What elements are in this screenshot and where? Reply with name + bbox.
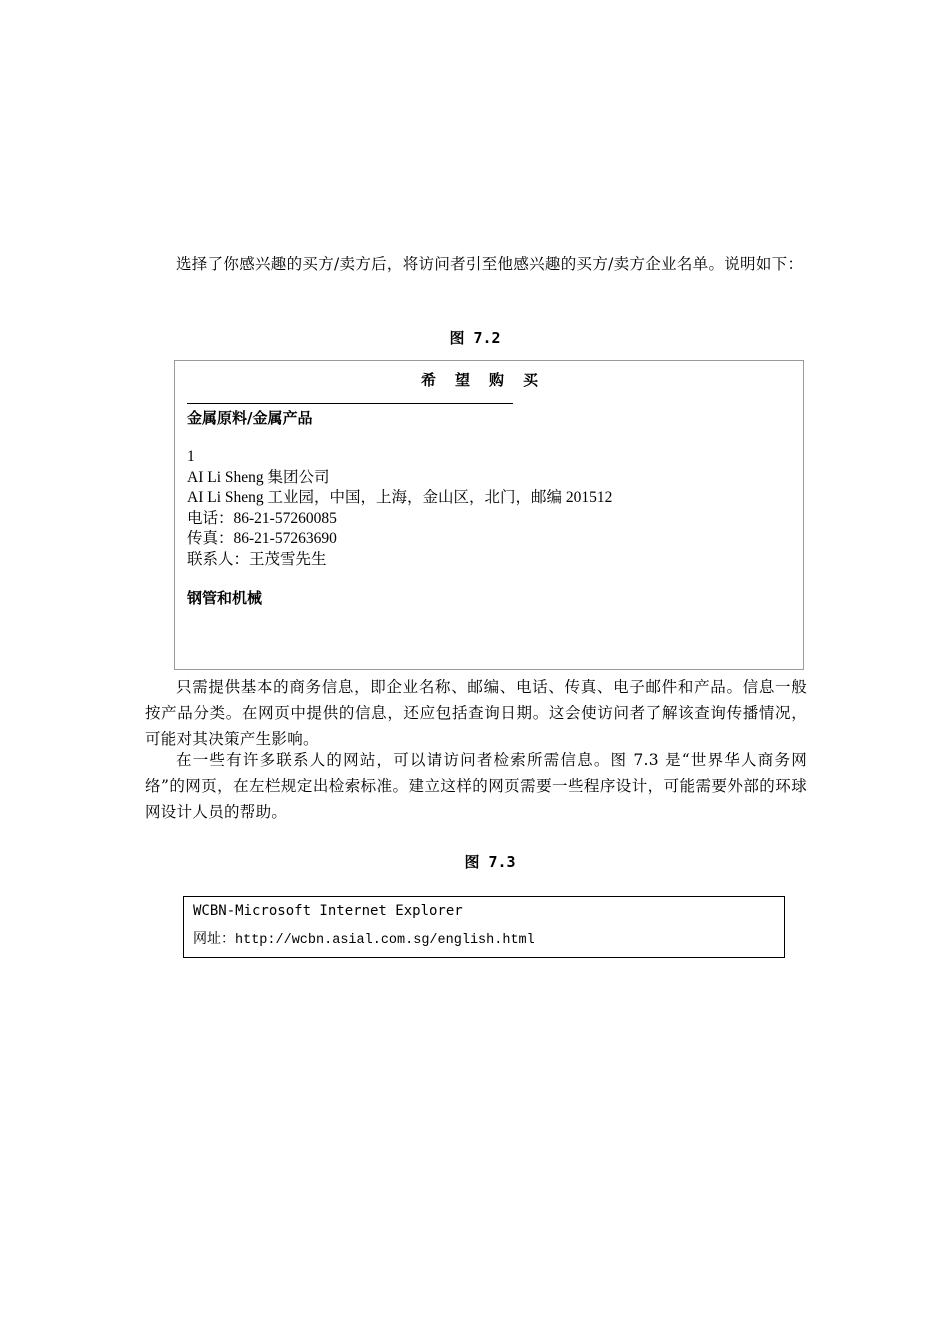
category-metal-materials: 金属原料/金属产品 xyxy=(187,409,313,427)
figure-7-3-caption: 图 7.3 xyxy=(464,853,516,871)
browser-address-line xyxy=(193,928,535,948)
title-divider xyxy=(187,403,513,404)
company-entry xyxy=(187,447,612,570)
entry-company-name: AI Li Sheng 集团公司 xyxy=(187,468,330,486)
category-steel-pipes-machinery: 钢管和机械 xyxy=(187,589,263,607)
address-label: 网址： xyxy=(193,931,235,947)
figure-7-2-box xyxy=(174,360,804,670)
entry-contact: 联系人：王茂雪先生 xyxy=(187,550,327,568)
entry-fax: 传真：86-21-57263690 xyxy=(187,530,337,547)
want-to-buy-title: 希望购买 xyxy=(420,371,557,389)
paragraph-3: 在一些有许多联系人的网站，可以请访问者检索所需信息。图 7.3 是“世界华人商务网络”的网页，在左栏规定出检索标准。建立这样的网页需要一些程序设计，可能需要外部的环球网设计人员的帮助。 xyxy=(145,751,807,821)
intro-paragraph: 选择了你感兴趣的买方/卖方后，将访问者引至他感兴趣的买方/卖方企业名单。说明如下： xyxy=(176,255,804,273)
figure-7-2-caption: 图 7.2 xyxy=(449,329,501,347)
entry-address: AI Li Sheng 工业园，中国，上海，金山区，北门，邮编 201512 xyxy=(187,489,613,506)
figure-7-3-browser-box xyxy=(183,896,785,958)
entry-phone: 电话：86-21-57260085 xyxy=(187,509,337,527)
address-url: http://wcbn.asial.com.sg/english.html xyxy=(235,933,535,948)
browser-window-title: WCBN-Microsoft Internet Explorer xyxy=(193,903,463,919)
paragraph-2: 只需提供基本的商务信息，即企业名称、邮编、电话、传真、电子邮件和产品。信息一般按产品分类。在网页中提供的信息，还应包括查询日期。这会使访问者了解该查询传播情况，可能对其决策产生影响。 xyxy=(145,678,807,748)
entry-number: 1 xyxy=(187,448,195,465)
